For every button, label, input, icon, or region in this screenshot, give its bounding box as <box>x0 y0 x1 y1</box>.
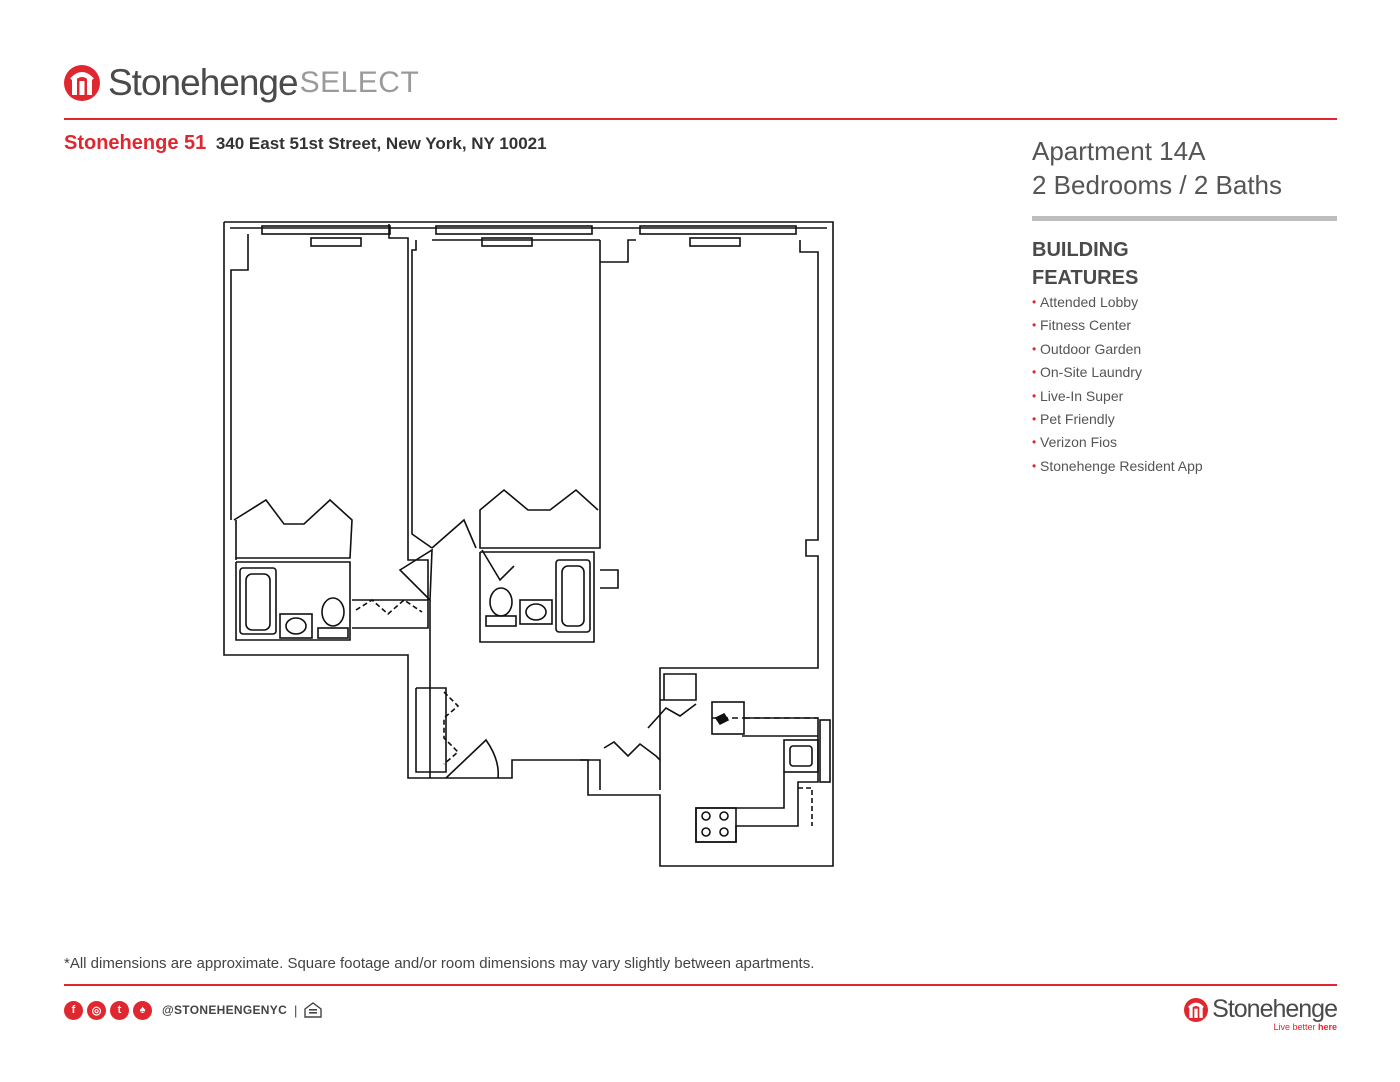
feature-item: • Outdoor Garden <box>1032 339 1212 359</box>
stonehenge-logo-icon <box>1184 998 1208 1022</box>
bath-2 <box>480 552 618 642</box>
tagline-accent: here <box>1317 1022 1337 1032</box>
hallway <box>400 520 660 790</box>
exterior-walls <box>224 222 833 866</box>
twitter-icon[interactable]: t <box>110 1001 129 1020</box>
feature-item: • Verizon Fios <box>1032 432 1212 452</box>
windows <box>262 226 830 782</box>
tagline-main: Live better <box>1273 1022 1316 1032</box>
bath-1 <box>236 562 428 640</box>
footer-divider <box>64 984 1337 986</box>
apartment-title: Apartment 14A <box>1032 136 1206 166</box>
apartment-subtitle: 2 Bedrooms / 2 Baths <box>1032 170 1283 200</box>
feature-item: • Attended Lobby <box>1032 292 1212 312</box>
feature-item: • Pet Friendly <box>1032 409 1212 429</box>
feature-item: • Fitness Center <box>1032 315 1212 335</box>
building-name: Stonehenge 51 <box>64 132 207 154</box>
instagram-icon[interactable]: ◎ <box>87 1001 106 1020</box>
separator: | <box>294 1002 298 1018</box>
bedroom-2 <box>412 240 600 548</box>
snapchat-icon[interactable]: ♠ <box>133 1001 152 1020</box>
brand-suffix: SELECT <box>299 66 420 99</box>
bedroom-1 <box>231 224 428 600</box>
footer-brand: Stonehenge <box>1212 995 1337 1023</box>
building-address: 340 East 51st Street, New York, NY 10021 <box>215 134 547 153</box>
social-handle[interactable]: @STONEHENGENYC <box>162 1003 288 1017</box>
footer-logo <box>1184 995 1337 1032</box>
equal-housing-icon <box>304 1002 322 1018</box>
living-room <box>600 240 818 790</box>
feature-item: • Stonehenge Resident App <box>1032 456 1212 476</box>
facebook-icon[interactable]: f <box>64 1001 83 1020</box>
social-links <box>64 1000 322 1020</box>
feature-item: • Live-In Super <box>1032 386 1212 406</box>
features-heading: BUILDING FEATURES <box>1032 239 1139 289</box>
feature-item: • On-Site Laundry <box>1032 362 1212 382</box>
brand-name: Stonehenge <box>108 62 298 103</box>
kitchen <box>648 674 818 842</box>
disclaimer: *All dimensions are approximate. Square footage and/or room dimensions may vary slightly between apartments. <box>64 955 815 972</box>
